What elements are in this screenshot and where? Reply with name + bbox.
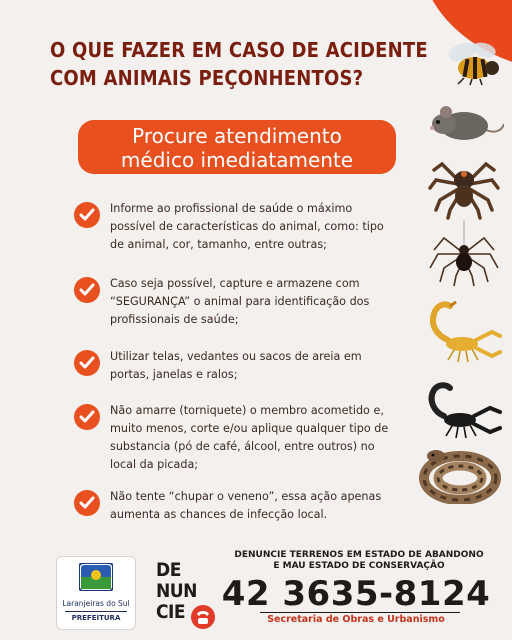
check-icon <box>74 350 100 376</box>
banner-line-2: médico imediatamente <box>120 148 354 172</box>
denuncie-part-1: DE <box>156 559 181 581</box>
check-icon <box>74 404 100 430</box>
denuncie-part-3: CIE <box>156 601 186 623</box>
logo-name: Laranjeiras do Sul <box>62 599 130 608</box>
department-name: Secretaria de Obras e Urbanismo <box>267 614 445 625</box>
logo-subtitle: PREFEITURA <box>65 611 127 622</box>
crest-icon <box>79 563 113 591</box>
tip-text: Utilizar telas, vedantes ou sacos de areia em portas, janelas e ralos; <box>110 350 362 381</box>
check-icon <box>74 277 100 303</box>
animals-column <box>414 40 504 480</box>
denuncie-part-2: NUN <box>156 580 197 602</box>
title-line-1: O QUE FAZER EM CASO DE ACIDENTE <box>50 38 428 62</box>
report-notice <box>224 550 494 572</box>
rat-icon <box>424 100 504 144</box>
urgent-banner <box>78 120 396 174</box>
scorpion-yellow-icon <box>418 296 504 366</box>
divider <box>260 612 460 613</box>
title-line-2: COM ANIMAIS PEÇONHENTOS? <box>50 66 364 90</box>
tip-item <box>70 348 400 384</box>
phone-number[interactable]: 42 3635-8124 <box>221 574 491 614</box>
tip-item <box>70 275 400 329</box>
tips-list <box>70 200 400 524</box>
notice-line-2: E MAU ESTADO DE CONSERVAÇÃO <box>273 561 445 571</box>
page-title <box>50 36 430 92</box>
scorpion-black-icon <box>418 380 504 442</box>
tip-text: Informe ao profissional de saúde o máximo possível de características do animal, como: tipo de animal, cor, tamanho, entre outras; <box>110 202 384 251</box>
telephone-icon <box>190 604 216 630</box>
tarantula-icon <box>428 150 500 220</box>
check-icon <box>74 490 100 516</box>
prefeitura-logo <box>56 556 136 630</box>
tip-item <box>70 402 400 474</box>
notice-line-1: DENUNCIE TERRENOS EM ESTADO DE ABANDONO <box>234 550 484 560</box>
spider-icon <box>428 220 500 286</box>
snake-icon <box>418 444 502 504</box>
tip-text: Não amarre (torniquete) o membro acometido e, muito menos, corte e/ou aplique qualquer tipo de substancia (pó de café, álcool, entre outros) no local da picada; <box>110 404 389 471</box>
tip-item <box>70 488 400 524</box>
tip-text: Caso seja possível, capture e armazene com “SEGURANÇA” o animal para identificação dos profissionais de saúde; <box>110 277 370 326</box>
tip-text: Não tente “chupar o veneno”, essa ação apenas aumenta as chances de infecção local. <box>110 490 382 521</box>
check-icon <box>74 202 100 228</box>
tip-item <box>70 200 400 254</box>
bee-icon <box>444 40 506 86</box>
banner-line-1: Procure atendimento <box>132 124 342 148</box>
